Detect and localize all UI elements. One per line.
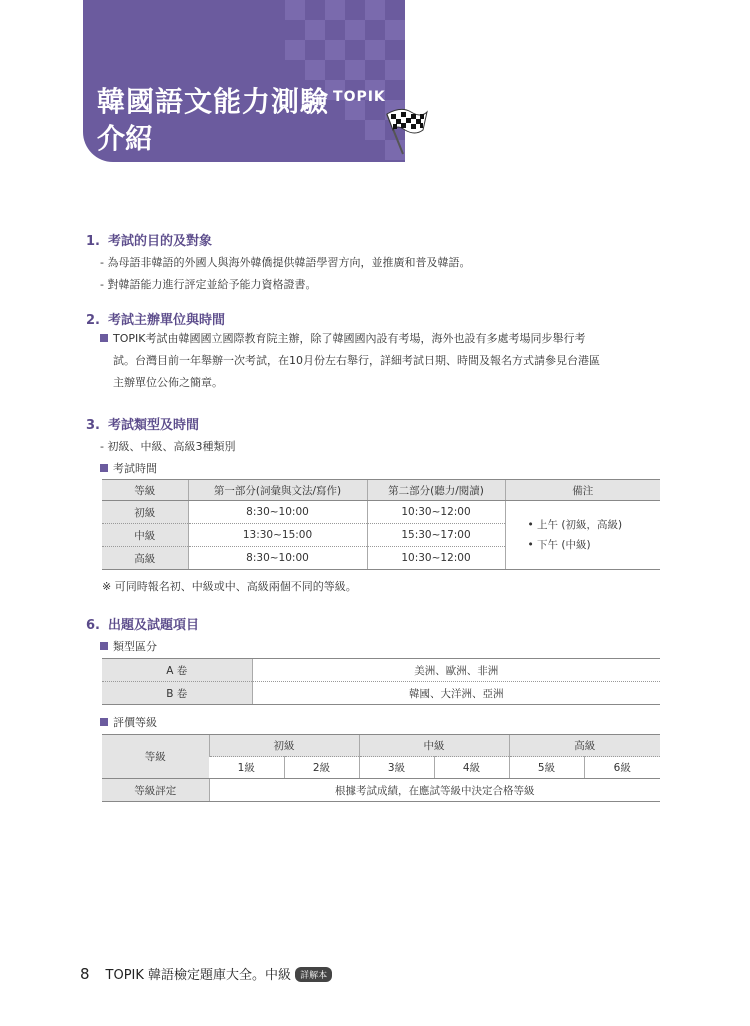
section-1-body [100, 252, 470, 296]
text-line: - 為母語非韓語的外國人與海外韓僑提供韓語學習方向，並推廣和普及韓語。 [100, 256, 471, 269]
table-row [102, 501, 660, 524]
table-header: 備注 [505, 480, 660, 501]
table-cell: A 卷 [102, 659, 252, 682]
table-cell: 等級評定 [102, 779, 209, 802]
checkered-flag-icon [383, 106, 429, 156]
type-table [102, 658, 660, 705]
table-cell: 8:30~10:00 [188, 547, 367, 570]
grade-level: 6級 [584, 757, 660, 779]
section-2-body [100, 328, 600, 394]
section-heading-3: 3. 考試類型及時間 [86, 418, 199, 433]
table-row [102, 735, 660, 757]
table-header: 第一部分(詞彙與文法/寫作) [188, 480, 367, 501]
table-header: 第二部分(聽力/閱讀) [367, 480, 505, 501]
edition-tag: 詳解本 [295, 967, 332, 982]
table-cell: 初級 [102, 501, 188, 524]
table-cell: 根據考試成績，在應試等級中決定合格等級 [209, 779, 660, 802]
sub-heading: 考試時間 [113, 462, 157, 475]
table-cell: 8:30~10:00 [188, 501, 367, 524]
sub-heading-grade: 評價等級 [100, 712, 157, 734]
section-heading-6: 6. 出題及試題項目 [86, 618, 199, 633]
page-title-line2: 介紹 [97, 122, 154, 155]
table-cell: 等級 [102, 735, 209, 779]
grade-table [102, 734, 660, 802]
table-cell: 10:30~12:00 [367, 547, 505, 570]
footnote: ※ 可同時報名初、中級或中、高級兩個不同的等級。 [102, 580, 357, 593]
page-title: 韓國語文能力測驗 $^{TOPIK}$ [97, 85, 386, 118]
book-title: TOPIK 韓語檢定題庫大全。中級 [105, 968, 292, 983]
table-row [102, 659, 660, 682]
text-line: - 對韓語能力進行評定並給予能力資格證書。 [100, 278, 317, 291]
table-cell: 10:30~12:00 [367, 501, 505, 524]
table-cell: 15:30~17:00 [367, 524, 505, 547]
section-heading-1: 1. 考試的目的及對象 [86, 234, 212, 249]
square-bullet-icon [100, 334, 108, 342]
table-cell: 13:30~15:00 [188, 524, 367, 547]
square-bullet-icon [100, 464, 108, 472]
text-line: 試。台灣目前一年舉辦一次考試，在10月份左右舉行，詳細考試日期、時間及報名方式請參見台港區 [113, 354, 600, 367]
text-line: 主辦單位公佈之簡章。 [113, 376, 223, 389]
grade-level: 4級 [434, 757, 509, 779]
remark-line: • 下午 (中級) [527, 539, 591, 551]
table-cell: 高級 [102, 547, 188, 570]
text-line: - 初級、中級、高級3種類別 [100, 440, 236, 453]
table-row [102, 682, 660, 705]
title-en: TOPIK [333, 89, 386, 105]
remarks-cell [505, 501, 660, 570]
text-line: TOPIK考試由韓國國立國際教育院主辦，除了韓國國內設有考場，海外也設有多處考場同步舉行考 [113, 332, 586, 345]
table-cell: 韓國、大洋洲、亞洲 [252, 682, 660, 705]
sub-heading-type: 類型區分 [100, 636, 157, 658]
page-footer [80, 964, 332, 983]
exam-time-table [102, 479, 660, 570]
grade-level: 3級 [359, 757, 434, 779]
grade-group: 中級 [359, 735, 509, 757]
remark-line: • 上午 (初級，高級) [527, 519, 623, 531]
table-row [102, 779, 660, 802]
grade-level: 2級 [284, 757, 359, 779]
grade-group: 高級 [509, 735, 660, 757]
table-cell: 美洲、歐洲、非洲 [252, 659, 660, 682]
section-heading-2: 2. 考試主辦單位與時間 [86, 313, 225, 328]
table-header: 等級 [102, 480, 188, 501]
square-bullet-icon [100, 642, 108, 650]
table-cell: B 卷 [102, 682, 252, 705]
section-3-body [100, 436, 235, 480]
square-bullet-icon [100, 718, 108, 726]
grade-level: 5級 [509, 757, 584, 779]
grade-group: 初級 [209, 735, 359, 757]
grade-level: 1級 [209, 757, 284, 779]
table-cell: 中級 [102, 524, 188, 547]
title-banner [83, 0, 405, 162]
page-number: 8 [80, 965, 90, 983]
